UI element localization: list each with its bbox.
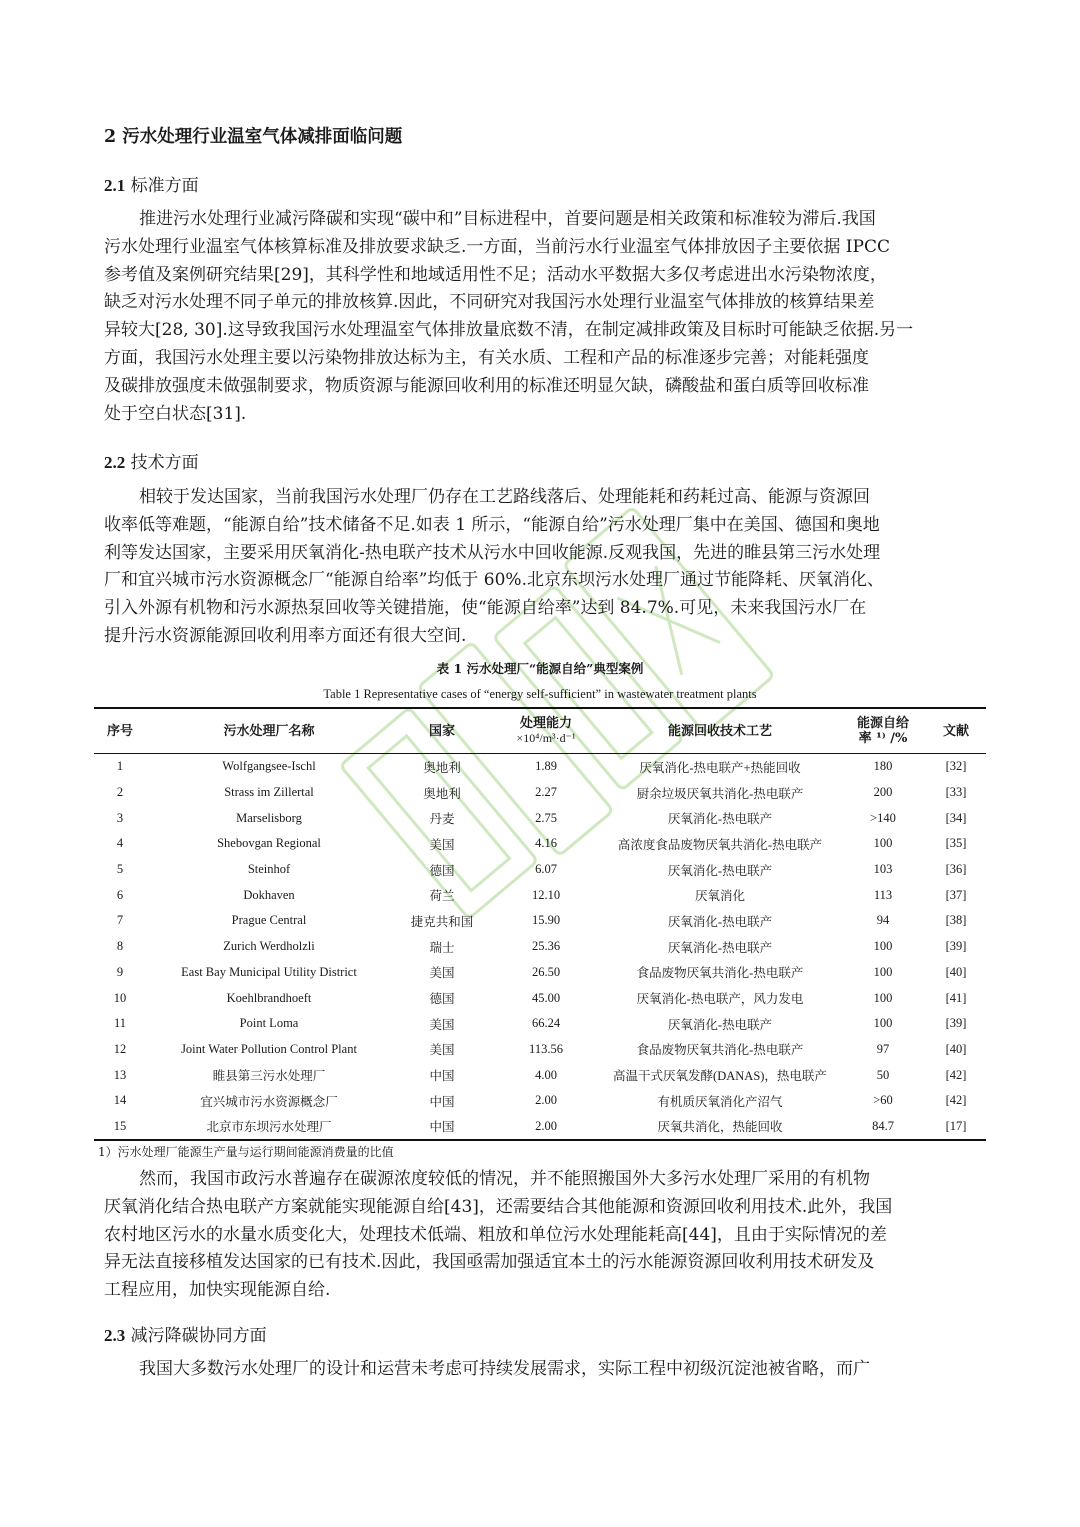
table-row bbox=[94, 934, 986, 960]
header-country: 国家 bbox=[392, 708, 492, 754]
text-line: 引入外源有机物和污水源热泵回收等关键措施，使“能源自给率”达到 84.7%.可见，未来我国污水厂在 bbox=[104, 598, 867, 619]
cell-no: 3 bbox=[116, 810, 124, 825]
cell-rate: 84.7 bbox=[872, 1118, 894, 1133]
table-body bbox=[94, 754, 986, 1141]
cell-capacity: 26.50 bbox=[531, 964, 561, 979]
cell-country: 中国 bbox=[429, 1094, 455, 1109]
text-line: 异无法直接移植发达国家的已有技术.因此，我国亟需加强适宜本土的污水能源资源回收利用技术研发及 bbox=[104, 1252, 875, 1273]
subsection-2-2-heading bbox=[104, 448, 199, 473]
cell-no: 14 bbox=[113, 1093, 127, 1108]
cell-ref: [38] bbox=[945, 913, 967, 928]
cell-tech: 食品废物厌氧共消化-热电联产 bbox=[636, 1043, 804, 1058]
text-line: 利等发达国家，主要采用厌氧消化-热电联产技术从污水中回收能源.反观我国，先进的睢县第三污水处理 bbox=[104, 542, 881, 563]
table-header-row bbox=[94, 708, 986, 754]
cell-capacity: 1.89 bbox=[535, 759, 557, 774]
cell-name: 睢县第三污水处理厂 bbox=[212, 1069, 326, 1084]
header-no: 序号 bbox=[94, 708, 146, 754]
cell-rate: 50 bbox=[876, 1067, 890, 1082]
cell-capacity: 2.27 bbox=[535, 785, 557, 800]
cell-tech: 高温干式厌氧发酵(DANAS)，热电联产 bbox=[613, 1069, 827, 1084]
cell-no: 6 bbox=[116, 887, 124, 902]
cell-ref: [32] bbox=[945, 759, 967, 774]
table-row bbox=[94, 831, 986, 857]
text-line: 厌氧消化结合热电联产方案就能实现能源自给[43]，还需要结合其他能源和资源回收利用技术.此外，我国 bbox=[104, 1196, 893, 1217]
cell-tech: 厌氧消化-热电联产 bbox=[667, 940, 773, 955]
cell-name: Dokhaven bbox=[243, 887, 295, 902]
text-line: 我国大多数污水处理厂的设计和运营未考虑可持续发展需求，实际工程中初级沉淀池被省略，而广 bbox=[139, 1359, 870, 1379]
cell-country: 中国 bbox=[429, 1120, 455, 1135]
cell-rate: 97 bbox=[876, 1041, 890, 1056]
cell-name: Prague Central bbox=[231, 913, 307, 928]
cell-ref: [42] bbox=[945, 1067, 967, 1082]
text-line: 缺乏对污水处理不同子单元的排放核算.因此，不同研究对我国污水处理行业温室气体排放的核算结果差 bbox=[104, 292, 875, 313]
cell-capacity: 2.00 bbox=[535, 1118, 557, 1133]
cell-no: 10 bbox=[113, 990, 127, 1005]
cell-tech: 厌氧消化-热电联产 bbox=[667, 812, 773, 827]
cell-country: 丹麦 bbox=[429, 812, 455, 827]
cell-ref: [40] bbox=[945, 1041, 967, 1056]
table-row bbox=[94, 960, 986, 986]
header-tech: 能源回收技术工艺 bbox=[600, 708, 840, 754]
text-line: 方面，我国污水处理主要以污染物排放达标为主，有关水质、工程和产品的标准逐步完善；对能耗强度 bbox=[104, 347, 869, 368]
cell-name: Point Loma bbox=[239, 1016, 299, 1031]
cell-tech: 厌氧消化 bbox=[694, 889, 745, 904]
cell-no: 2 bbox=[116, 785, 124, 800]
text-line: 收率低等难题，“能源自给”技术储备不足.如表 1 所示，“能源自给”污水处理厂集中在美国、德国和奥地 bbox=[104, 514, 880, 535]
subsection-2-1-heading bbox=[104, 171, 199, 196]
cell-no: 7 bbox=[116, 913, 124, 928]
text-line: 工程应用，加快实现能源自给. bbox=[104, 1280, 331, 1301]
cell-name: East Bay Municipal Utility District bbox=[181, 964, 357, 979]
cell-rate: 103 bbox=[873, 862, 893, 877]
cell-country: 美国 bbox=[429, 1017, 455, 1032]
cell-country: 荷兰 bbox=[429, 889, 455, 904]
header-capacity-unit: ×10⁴/m³·d⁻¹ bbox=[516, 731, 576, 745]
cell-country: 美国 bbox=[429, 1043, 455, 1058]
cell-ref: [39] bbox=[945, 939, 967, 954]
paragraph-synergy bbox=[104, 1356, 976, 1384]
subsection-number: 2.2 bbox=[104, 453, 126, 472]
table-row bbox=[94, 857, 986, 883]
table-row bbox=[94, 882, 986, 908]
text-line: 然而，我国市政污水普遍存在碳源浓度较低的情况，并不能照搬国外大多污水处理厂采用的有机物 bbox=[139, 1169, 870, 1189]
cell-name: Shebovgan Regional bbox=[217, 836, 321, 851]
text-line: 推进污水处理行业减污降碳和实现“碳中和”目标进程中，首要问题是相关政策和标准较为滞后.我国 bbox=[139, 209, 876, 229]
header-capacity-label: 处理能力 bbox=[519, 716, 572, 731]
cell-ref: [41] bbox=[945, 990, 967, 1005]
cell-rate: 100 bbox=[873, 1016, 893, 1031]
cell-tech: 厌氧消化-热电联产，风力发电 bbox=[636, 992, 804, 1007]
cell-rate: 180 bbox=[873, 759, 893, 774]
cell-no: 8 bbox=[116, 939, 124, 954]
cell-tech: 厌氧消化-热电联产+热能回收 bbox=[639, 760, 801, 775]
cell-no: 5 bbox=[116, 862, 124, 877]
cell-capacity: 6.07 bbox=[535, 862, 557, 877]
header-name: 污水处理厂名称 bbox=[146, 708, 392, 754]
text-line: 异较大[28, 30].这导致我国污水处理温室气体排放量底数不清，在制定减排政策及目标时可能缺乏依据.另一 bbox=[104, 320, 914, 341]
cell-tech: 厌氧共消化，热能回收 bbox=[657, 1120, 783, 1135]
cell-rate: 94 bbox=[876, 913, 890, 928]
cell-ref: [36] bbox=[945, 862, 967, 877]
cell-no: 15 bbox=[113, 1118, 127, 1133]
cell-country: 德国 bbox=[429, 992, 455, 1007]
cell-ref: [39] bbox=[945, 1016, 967, 1031]
cell-rate: 100 bbox=[873, 964, 893, 979]
text-line: 提升污水资源能源回收利用率方面还有很大空间. bbox=[104, 625, 467, 646]
table-row bbox=[94, 1088, 986, 1114]
cell-country: 美国 bbox=[429, 837, 455, 852]
cell-no: 12 bbox=[113, 1041, 127, 1056]
header-rate bbox=[840, 708, 926, 754]
cell-ref: [17] bbox=[945, 1118, 967, 1133]
cell-capacity: 25.36 bbox=[531, 939, 561, 954]
cell-country: 美国 bbox=[429, 966, 455, 981]
cell-ref: [33] bbox=[945, 785, 967, 800]
subsection-2-3-heading bbox=[104, 1321, 267, 1346]
table-row bbox=[94, 754, 986, 780]
cell-ref: [40] bbox=[945, 964, 967, 979]
cell-no: 9 bbox=[116, 964, 124, 979]
cell-name: Zurich Werdholzli bbox=[223, 939, 315, 954]
cell-name: 宜兴城市污水资源概念厂 bbox=[200, 1094, 338, 1109]
table-row bbox=[94, 1114, 986, 1141]
cell-capacity: 12.10 bbox=[531, 887, 561, 902]
cell-tech: 高浓度食品废物厌氧共消化-热电联产 bbox=[617, 837, 823, 852]
table-caption-en: Table 1 Representative cases of “energy self-sufficient” in wastewater treatment plants bbox=[323, 687, 757, 701]
cell-name: Joint Water Pollution Control Plant bbox=[181, 1041, 357, 1056]
header-capacity bbox=[492, 708, 600, 754]
subsection-number: 2.3 bbox=[104, 1326, 126, 1345]
cell-name: Wolfgangsee-Ischl bbox=[222, 759, 316, 774]
subsection-number: 2.1 bbox=[104, 176, 126, 195]
cell-ref: [34] bbox=[945, 810, 967, 825]
subsection-title: 标准方面 bbox=[130, 176, 199, 196]
cell-capacity: 2.75 bbox=[535, 810, 557, 825]
cell-rate: 100 bbox=[873, 939, 893, 954]
text-line: 农村地区污水的水量水质变化大，处理技术低端、粗放和单位污水处理能耗高[44]，且由于实际情况的差 bbox=[104, 1224, 887, 1245]
table-caption-cn: 表 1 污水处理厂“能源自给”典型案例 bbox=[436, 661, 644, 676]
cell-capacity: 4.16 bbox=[535, 836, 557, 851]
cell-country: 瑞士 bbox=[429, 940, 455, 955]
cell-capacity: 66.24 bbox=[531, 1016, 561, 1031]
cell-capacity: 2.00 bbox=[535, 1093, 557, 1108]
cell-name: Strass im Zillertal bbox=[224, 785, 314, 800]
section-title: 2 污水处理行业温室气体减排面临问题 bbox=[104, 127, 403, 147]
paragraph-standards bbox=[104, 206, 976, 428]
cell-name: Steinhof bbox=[247, 862, 291, 877]
cell-rate: >60 bbox=[873, 1093, 893, 1108]
cell-no: 1 bbox=[116, 759, 124, 774]
header-rate-label: 能源自给 bbox=[856, 716, 909, 731]
header-ref: 文献 bbox=[926, 708, 986, 754]
table-row bbox=[94, 1011, 986, 1037]
text-line: 厂和宜兴城市污水资源概念厂“能源自给率”均低于 60%.北京东坝污水处理厂通过节能降耗、厌氧消化、 bbox=[104, 570, 884, 591]
cell-name: 北京市东坝污水处理厂 bbox=[206, 1120, 332, 1135]
table-row bbox=[94, 908, 986, 934]
cell-ref: [42] bbox=[945, 1093, 967, 1108]
cell-name: Marselisborg bbox=[236, 810, 302, 825]
cell-capacity: 113.56 bbox=[529, 1041, 563, 1056]
text-line: 参考值及案例研究结果[29]，其科学性和地域适用性不足；活动水平数据大多仅考虑进出水污染物浓度， bbox=[104, 264, 887, 285]
cell-no: 11 bbox=[113, 1016, 127, 1031]
subsection-title: 技术方面 bbox=[130, 453, 199, 473]
table-footnote: 1）污水处理厂能源生产量与运行期间能源消费量的比值 bbox=[98, 1145, 394, 1159]
cell-capacity: 45.00 bbox=[531, 990, 561, 1005]
cell-rate: >140 bbox=[870, 810, 896, 825]
paragraph-carbon-source bbox=[104, 1166, 976, 1305]
cell-name: Koehlbrandhoeft bbox=[226, 990, 312, 1005]
cell-no: 4 bbox=[116, 836, 124, 851]
cell-rate: 100 bbox=[873, 836, 893, 851]
header-rate-unit: 率 ¹⁾ /% bbox=[858, 731, 908, 746]
cell-capacity: 15.90 bbox=[531, 913, 561, 928]
cell-tech: 厌氧消化-热电联产 bbox=[667, 914, 773, 929]
cell-rate: 200 bbox=[873, 785, 893, 800]
cell-ref: [37] bbox=[945, 887, 967, 902]
table-row bbox=[94, 805, 986, 831]
table-row bbox=[94, 780, 986, 806]
cell-rate: 100 bbox=[873, 990, 893, 1005]
cell-rate: 113 bbox=[873, 887, 893, 902]
text-line: 及碳排放强度未做强制要求，物质资源与能源回收利用的标准还明显欠缺，磷酸盐和蛋白质等回收标准 bbox=[104, 375, 869, 396]
cell-capacity: 4.00 bbox=[535, 1067, 557, 1082]
text-line: 处于空白状态[31]. bbox=[104, 403, 247, 424]
energy-cases-table bbox=[94, 707, 986, 1141]
cell-no: 13 bbox=[113, 1067, 127, 1082]
cell-tech: 厨余垃圾厌氧共消化-热电联产 bbox=[636, 786, 804, 801]
cell-ref: [35] bbox=[945, 836, 967, 851]
cell-country: 德国 bbox=[429, 863, 455, 878]
subsection-title: 减污降碳协同方面 bbox=[130, 1326, 267, 1346]
cell-country: 捷克共和国 bbox=[410, 914, 474, 929]
cell-tech: 食品废物厌氧共消化-热电联产 bbox=[636, 966, 804, 981]
table-row bbox=[94, 985, 986, 1011]
text-line: 污水处理行业温室气体核算标准及排放要求缺乏.一方面，当前污水行业温室气体排放因子主要依据 IPCC bbox=[104, 236, 890, 257]
cell-tech: 厌氧消化-热电联产 bbox=[667, 863, 773, 878]
text-line: 相较于发达国家，当前我国污水处理厂仍存在工艺路线落后、处理能耗和药耗过高、能源与资源回 bbox=[139, 487, 870, 507]
cell-tech: 有机质厌氧消化产沼气 bbox=[657, 1094, 783, 1109]
paragraph-technology bbox=[104, 484, 976, 651]
cell-country: 奥地利 bbox=[423, 760, 461, 775]
table-row bbox=[94, 1062, 986, 1088]
table-row bbox=[94, 1037, 986, 1063]
cell-tech: 厌氧消化-热电联产 bbox=[667, 1017, 773, 1032]
cell-country: 奥地利 bbox=[423, 786, 461, 801]
cell-country: 中国 bbox=[429, 1069, 455, 1084]
